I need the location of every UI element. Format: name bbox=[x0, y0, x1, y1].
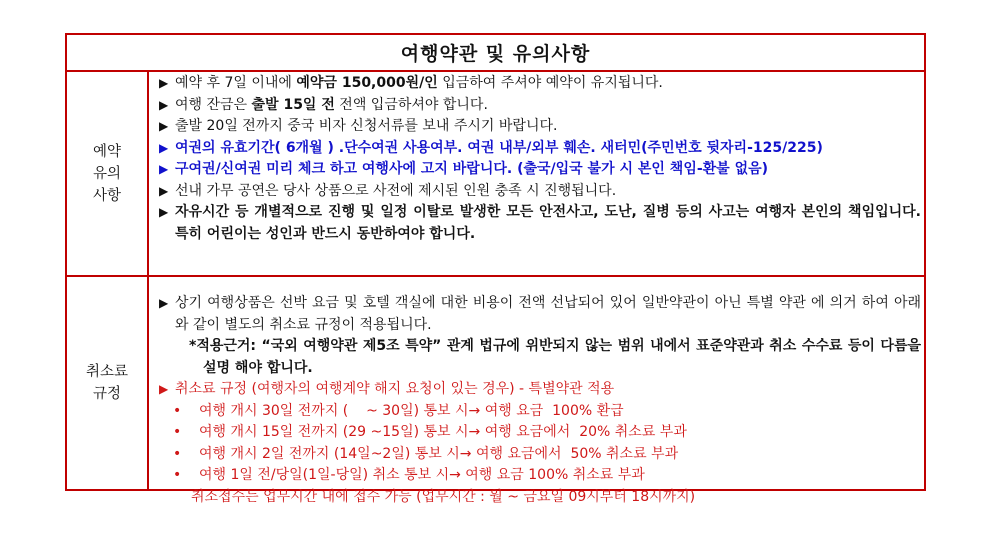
terms-table bbox=[65, 33, 926, 505]
title-row bbox=[67, 35, 924, 72]
cancellation-rule-heading: ▶ 취소료 규정 (여행자의 여행계약 해지 요청이 있는 경우) - 특별약관 적용 bbox=[151, 379, 921, 401]
reservation-notes-row bbox=[67, 72, 924, 277]
arrow-marker-icon: ▶ bbox=[159, 97, 169, 112]
arrow-marker-icon: ▶ bbox=[159, 119, 169, 133]
arrow-marker-icon: ▶ bbox=[159, 205, 169, 219]
legal-basis-note: *적용근거: “국외 여행약관 제5조 특약” 관계 법규에 위반되지 않는 범위 내에서 표준약관과 취소 수수료 등이 다름을 설명 해야 합니다. bbox=[189, 338, 921, 376]
cancellation-fee-label-cell bbox=[67, 277, 149, 489]
bullet-icon: • bbox=[173, 402, 182, 419]
arrow-marker-icon: ▶ bbox=[159, 382, 169, 396]
bullet-icon: • bbox=[173, 467, 182, 483]
list-item: • 여행 1일 전/당일(1일-당일) 취소 통보 시→ 여행 요금 100% 취소료 부과 bbox=[151, 465, 921, 487]
intro-paragraph: ▶ 상기 여행상품은 선박 요금 및 호텔 객실에 대한 비용이 전액 선납되어 있어 일반약관이 아닌 특별 약관 에 의거 하여 아래와 같이 별도의 취소료 규정이 적용됩니다. bbox=[159, 295, 921, 333]
list-item: ▶ 예약 후 7일 이내에 예약금 150,000원/인 입금하여 주셔야 예약이 유지됩니다. bbox=[151, 73, 921, 95]
cancellation-fee-row bbox=[67, 277, 924, 505]
list-item: ▶ 구여권/신여권 미리 체크 하고 여행사에 고지 바랍니다. (출국/입국 불가 시 본인 책임-환불 없음) bbox=[151, 159, 921, 181]
office-hours-note: 취소접수는 업무시간 내에 접수 가능 (업무시간 : 월 ~ 금요일 09시부터 18시까지) bbox=[191, 488, 696, 505]
bullet-icon: • bbox=[173, 445, 182, 462]
cancellation-fee-label: 취소료 규정 bbox=[85, 364, 129, 402]
arrow-marker-icon: ▶ bbox=[159, 162, 169, 176]
arrow-marker-icon: ▶ bbox=[159, 296, 169, 310]
page-title: 여행약관 및 유의사항 bbox=[400, 43, 591, 65]
bullet-icon: • bbox=[173, 424, 182, 440]
cancellation-fee-content bbox=[151, 293, 921, 508]
list-item: ▶ 자유시간 등 개별적으로 진행 및 일정 이탈로 발생한 모든 안전사고, 도난, 질병 등의 사고는 여행자 본인의 책임입니다. 특히 어린이는 성인과 반드시 동반하여야 합니다. bbox=[159, 204, 921, 242]
reservation-notes-list bbox=[151, 73, 921, 245]
list-item: • 여행 개시 2일 전까지 (14일~2일) 통보 시→ 여행 요금에서 50% 취소료 부과 bbox=[151, 444, 921, 466]
arrow-marker-icon: ▶ bbox=[159, 183, 169, 198]
list-item: • 여행 개시 30일 전까지 ( ~ 30일) 통보 시→ 여행 요금 100% 환급 bbox=[151, 401, 921, 423]
list-item: ▶ 여권의 유효기간( 6개월 ) .단수여권 사용여부. 여권 내부/외부 훼손. 새터민(주민번호 뒷자리-125/225) bbox=[151, 138, 921, 160]
reservation-notes-label-cell bbox=[67, 72, 149, 275]
list-item: ▶ 여행 잔금은 출발 15일 전 전액 입금하셔야 합니다. bbox=[151, 95, 921, 117]
reservation-notes-label: 예약 유의 사항 bbox=[92, 143, 121, 204]
arrow-marker-icon: ▶ bbox=[159, 140, 169, 155]
list-item: ▶ 선내 가무 공연은 당사 상품으로 사전에 제시된 인원 충족 시 진행됩니다. bbox=[151, 181, 921, 203]
arrow-marker-icon: ▶ bbox=[159, 76, 169, 90]
list-item: ▶ 출발 20일 전까지 중국 비자 신청서류를 보내 주시기 바랍니다. bbox=[151, 116, 921, 138]
list-item: • 여행 개시 15일 전까지 (29 ~15일) 통보 시→ 여행 요금에서 20% 취소료 부과 bbox=[151, 422, 921, 444]
